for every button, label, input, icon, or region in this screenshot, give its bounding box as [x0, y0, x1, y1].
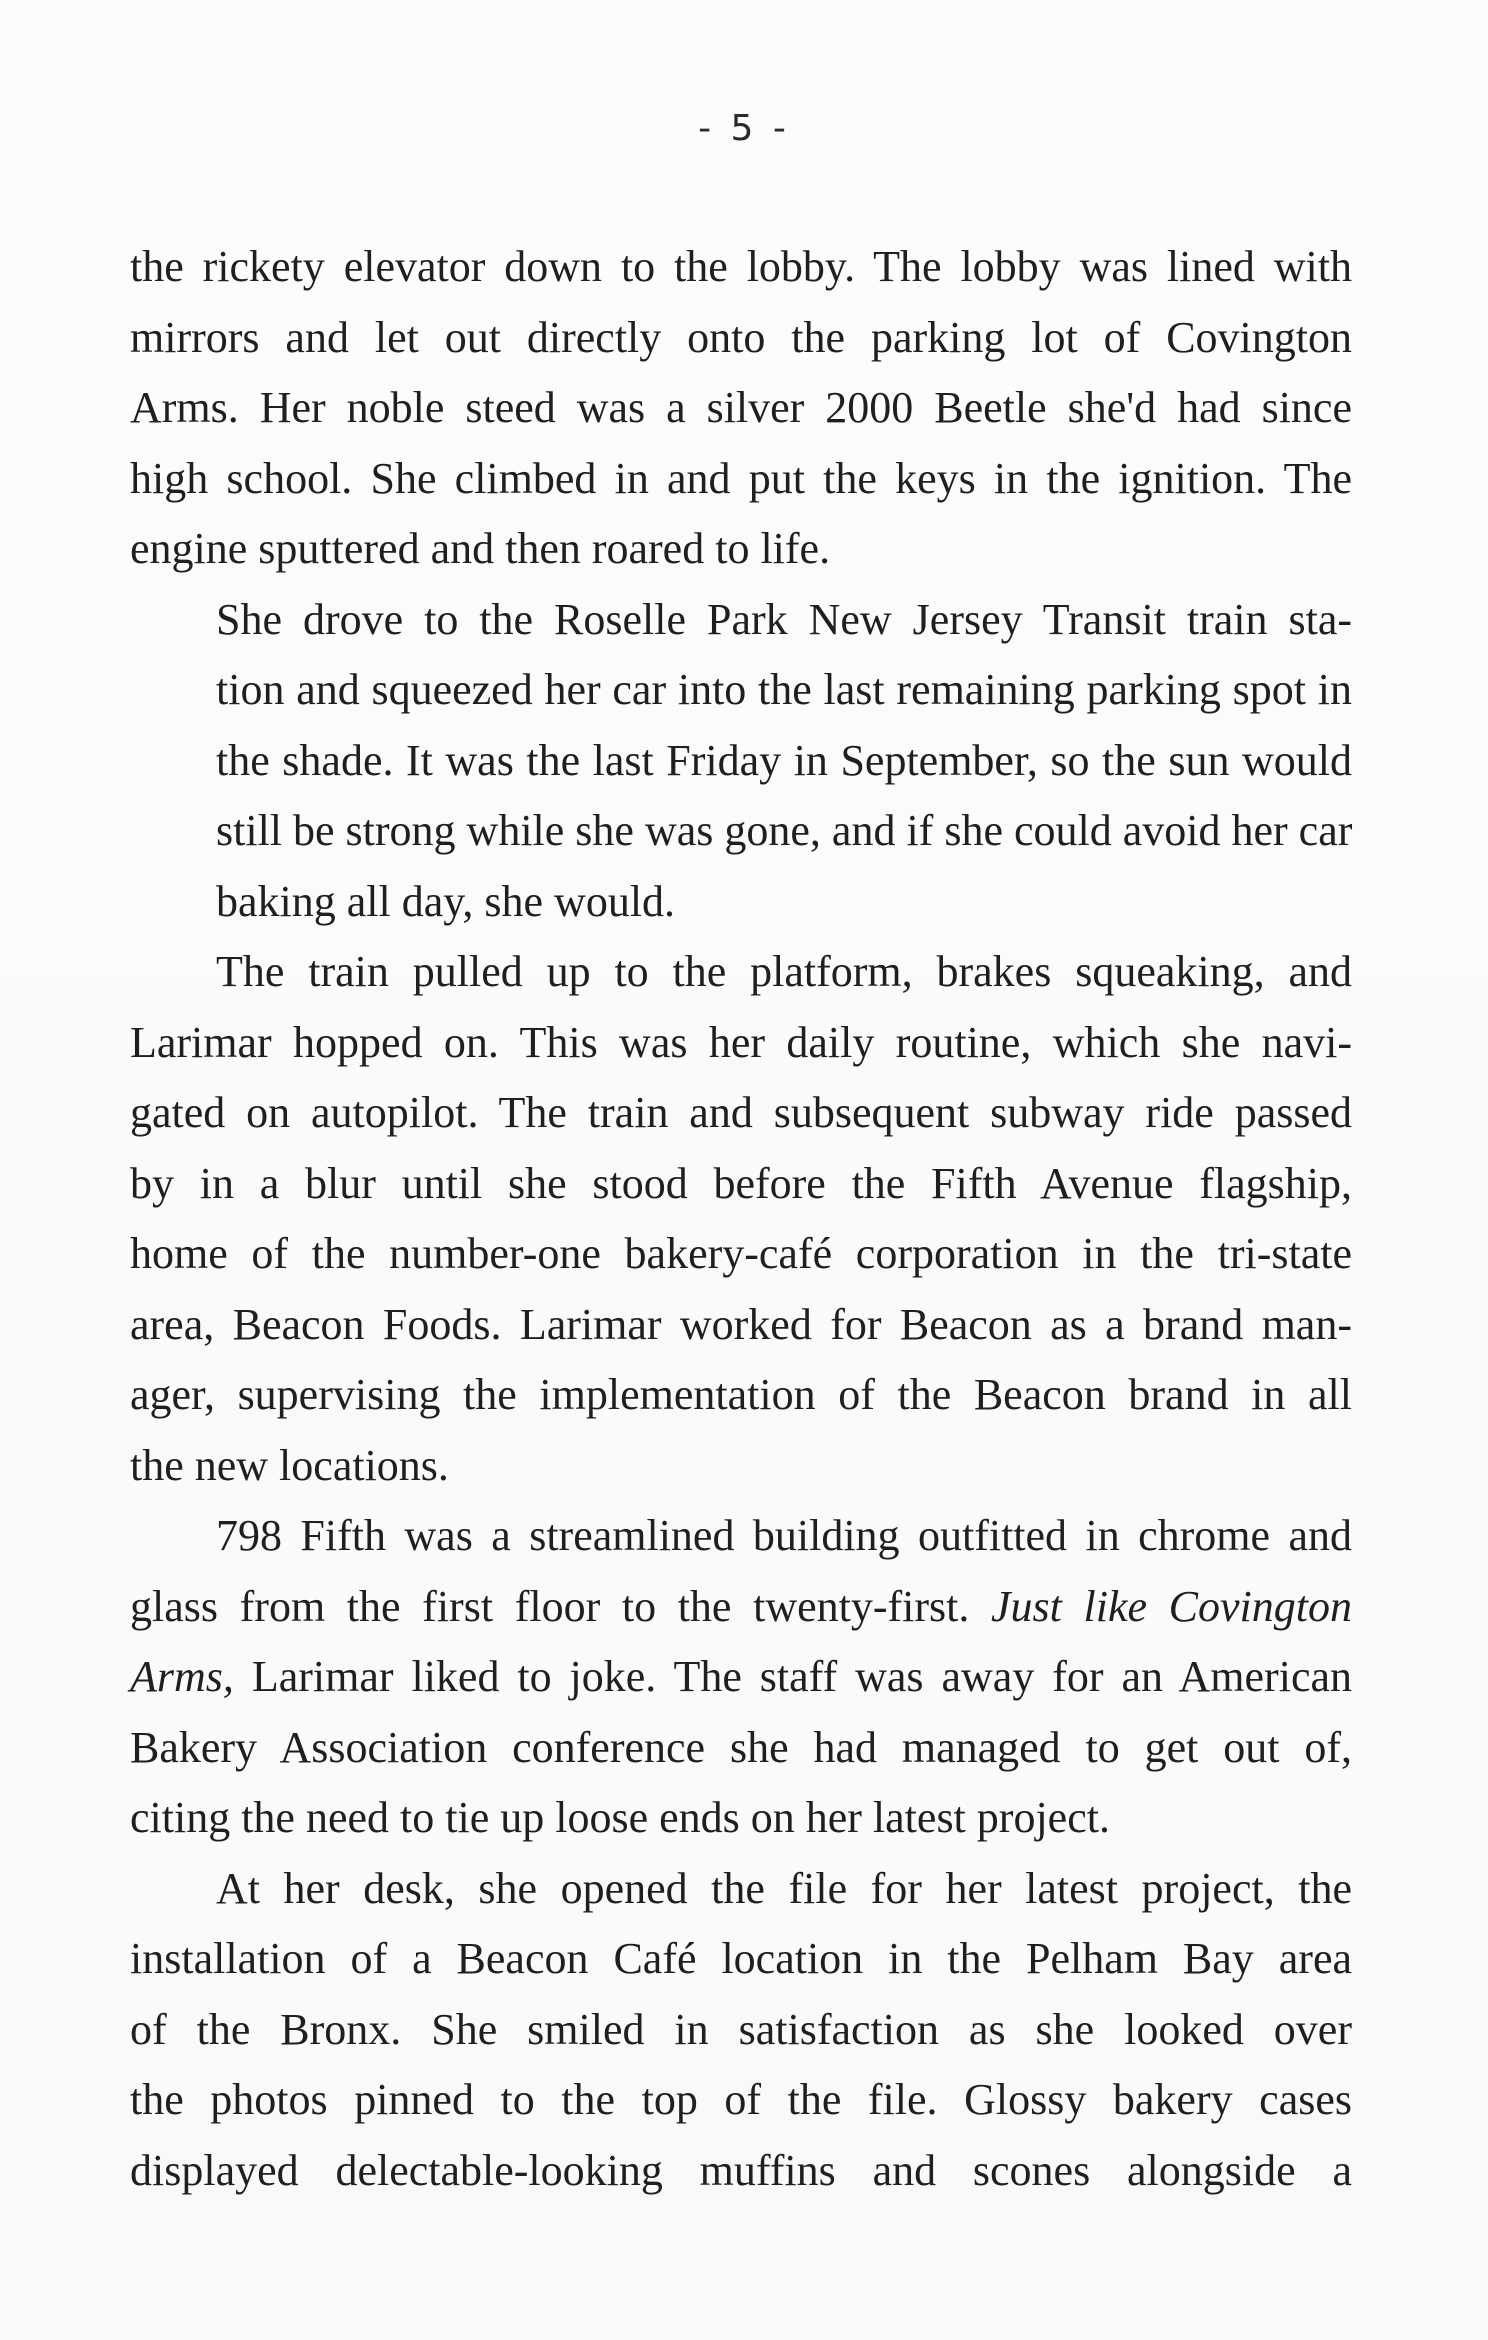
text-line: by in a blur until she stood before the Fifth Avenue flagship, — [130, 1158, 1352, 1208]
text-line: She drove to the Roselle Park New Jersey Transit train sta- — [216, 594, 1352, 644]
text-line: the photos pinned to the top of the file. Glossy bakery cases — [130, 2075, 1352, 2124]
text-line: gated on autopilot. The train and subsequent subway ride passed — [130, 1088, 1352, 1137]
text-line: 798 Fifth was a streamlined building outfitted in chrome and — [216, 1511, 1352, 1560]
text-line: tion and squeezed her car into the last remaining parking spot in — [216, 665, 1352, 714]
text-line: the rickety elevator down to the lobby. The lobby was lined with — [130, 242, 1352, 291]
page-number: - 5 - — [698, 108, 790, 149]
italic-phrase: Just like Covington — [991, 1581, 1353, 1631]
text-line: citing the need to tie up loose ends on her latest project. — [130, 1793, 1110, 1842]
text-line — [130, 1572, 1352, 1643]
text-line: At her desk, she opened the file for her latest project, the — [216, 1863, 1352, 1913]
text-line: of the Bronx. She smiled in satisfaction as she looked over — [130, 2004, 1352, 2054]
text-line: the shade. It was the last Friday in September, so the sun would — [216, 735, 1352, 785]
text-fragment: Larimar liked to joke. The staff was away for an American — [233, 1652, 1352, 1701]
text-line: The train pulled up to the platform, brakes squeaking, and — [216, 947, 1352, 996]
text-line: baking all day, she would. — [216, 876, 676, 926]
text-line: displayed delectable-looking muffins and scones alongside a — [130, 2145, 1352, 2195]
text-line: engine sputtered and then roared to life. — [130, 524, 831, 573]
text-line: mirrors and let out directly onto the parking lot of Covington — [130, 312, 1352, 362]
paragraph-1 — [130, 232, 1352, 585]
text-line: Arms. Her noble steed was a silver 2000 Beetle she'd had since — [130, 383, 1352, 432]
text-line: the new locations. — [130, 1440, 449, 1490]
text-line: Bakery Association conference she had managed to get out of, — [130, 1722, 1352, 1772]
text-fragment: glass from the first floor to the twenty-first. — [130, 1581, 970, 1631]
text-line: ager, supervising the implementation of the Beacon brand in all — [130, 1370, 1352, 1419]
paragraph-2 — [130, 585, 1352, 938]
paragraph-4 — [130, 1501, 1352, 1854]
text-line — [130, 1642, 1352, 1713]
text-line: area, Beacon Foods. Larimar worked for Beacon as a brand man- — [130, 1299, 1352, 1349]
text-line: high school. She climbed in and put the keys in the ignition. The — [130, 453, 1352, 503]
body-text — [130, 232, 1352, 2206]
text-line: Larimar hopped on. This was her daily routine, which she navi- — [130, 1017, 1352, 1067]
paragraph-3 — [130, 937, 1352, 1501]
paragraph-5 — [130, 1854, 1352, 2207]
text-line: still be strong while she was gone, and if she could avoid her car — [216, 806, 1353, 855]
text-line: installation of a Beacon Café location in the Pelham Bay area — [130, 1934, 1352, 1983]
italic-word: Arms, — [130, 1652, 234, 1701]
text-line: home of the number-one bakery-café corporation in the tri-state — [130, 1229, 1352, 1278]
